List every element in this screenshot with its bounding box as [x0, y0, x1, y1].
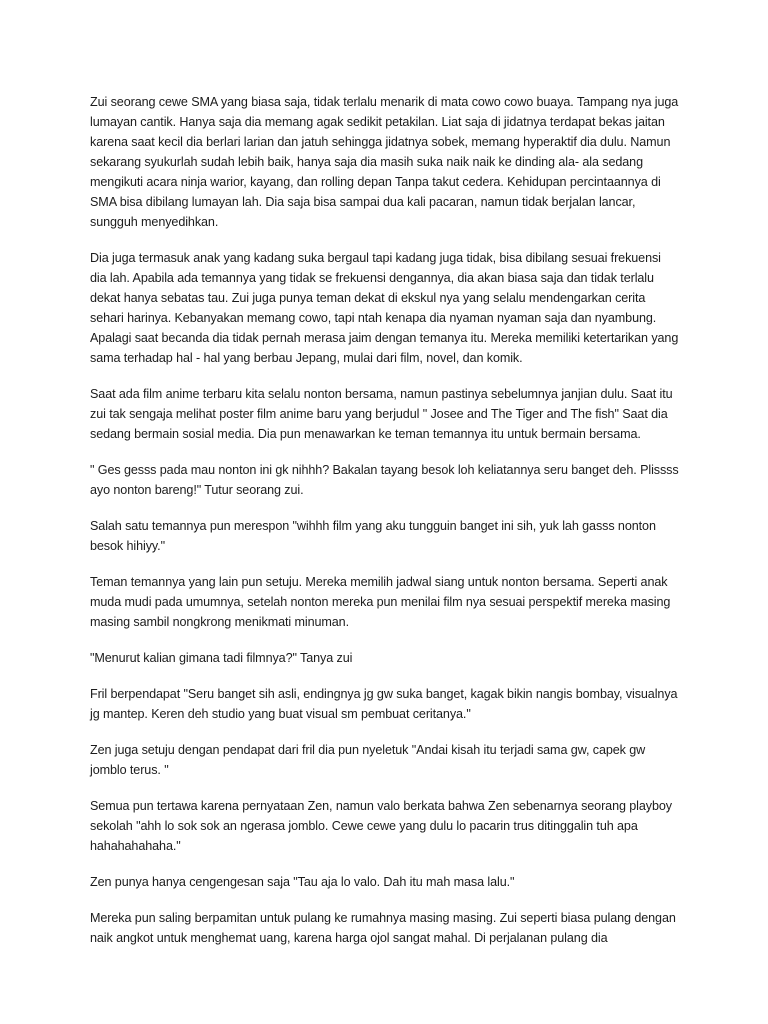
document-body — [90, 92, 680, 964]
paragraph-10: Semua pun tertawa karena pernyataan Zen, namun valo berkata bahwa Zen sebenarnya seorang playboy sekolah "ahh lo sok sok an ngerasa jomblo. Cewe cewe yang dulu lo pacarin trus ditinggalin tuh apa hahahahahaha." — [90, 799, 672, 853]
paragraph-12: Mereka pun saling berpamitan untuk pulang ke rumahnya masing masing. Zui seperti biasa pulang dengan naik angkot untuk menghemat uang, karena harga ojol sangat mahal. Di perjalanan pulang dia — [90, 911, 676, 945]
paragraph-2: Dia juga termasuk anak yang kadang suka bergaul tapi kadang juga tidak, bisa dibilang sesuai frekuensi dia lah. Apabila ada temannya yang tidak se frekuensi dengannya, dia akan biasa saja dan tidak terlalu dekat hanya sebatas tau. Zui juga punya teman dekat di ekskul nya yang selalu mendengarkan cerita sehari harinya. Kebanyakan memang cowo, tapi ntah kenapa dia nyaman nyaman saja dan nyambung. Apalagi saat becanda dia tidak pernah merasa jaim dengan temanya itu. Mereka memiliki ketertarikan yang sama terhadap hal - hal yang berbau Jepang, mulai dari film, novel, dan komik. — [90, 251, 679, 365]
paragraph-5: Salah satu temannya pun merespon "wihhh film yang aku tungguin banget ini sih, yuk lah gasss nonton besok hihiyy." — [90, 519, 656, 553]
paragraph-3: Saat ada film anime terbaru kita selalu nonton bersama, namun pastinya sebelumnya janjian dulu. Saat itu zui tak sengaja melihat poster film anime baru yang berjudul " Josee and The Tiger and The fish" Saat dia sedang bermain sosial media. Dia pun menawarkan ke teman temannya itu untuk bermain bersama. — [90, 387, 673, 441]
paragraph-6: Teman temannya yang lain pun setuju. Mereka memilih jadwal siang untuk nonton bersama. Seperti anak muda mudi pada umumnya, setelah nonton mereka pun menilai film nya sesuai perspektif mereka masing masing sambil nongkrong menikmati minuman. — [90, 575, 671, 629]
paragraph-11: Zen punya hanya cengengesan saja "Tau aja lo valo. Dah itu mah masa lalu." — [90, 875, 515, 889]
paragraph-4: " Ges gesss pada mau nonton ini gk nihhh? Bakalan tayang besok loh keliatannya seru banget deh. Plissss ayo nonton bareng!" Tutur seorang zui. — [90, 463, 679, 497]
paragraph-7: "Menurut kalian gimana tadi filmnya?" Tanya zui — [90, 651, 353, 665]
paragraph-1: Zui seorang cewe SMA yang biasa saja, tidak terlalu menarik di mata cowo cowo buaya. Tampang nya juga lumayan cantik. Hanya saja dia memang agak sedikit petakilan. Liat saja di jidatnya terdapat bekas jaitan karena saat kecil dia berlari larian dan jatuh sehingga jidatnya sobek, memang hyperaktif dia dulu. Namun sekarang syukurlah sudah lebih baik, hanya saja dia masih suka naik naik ke dinding ala- ala sedang mengikuti acara ninja warior, kayang, dan rolling depan Tanpa takut cedera. Kehidupan percintaannya di SMA bisa dibilang lumayan lah. Dia saja bisa sampai dua kali pacaran, namun tidak berjalan lancar, sungguh menyedihkan. — [90, 95, 679, 229]
paragraph-9: Zen juga setuju dengan pendapat dari fril dia pun nyeletuk "Andai kisah itu terjadi sama gw, capek gw jomblo terus. " — [90, 743, 646, 777]
paragraph-8: Fril berpendapat "Seru banget sih asli, endingnya jg gw suka banget, kagak bikin nangis bombay, visualnya jg mantep. Keren deh studio yang buat visual sm pembuat ceritanya." — [90, 687, 678, 721]
